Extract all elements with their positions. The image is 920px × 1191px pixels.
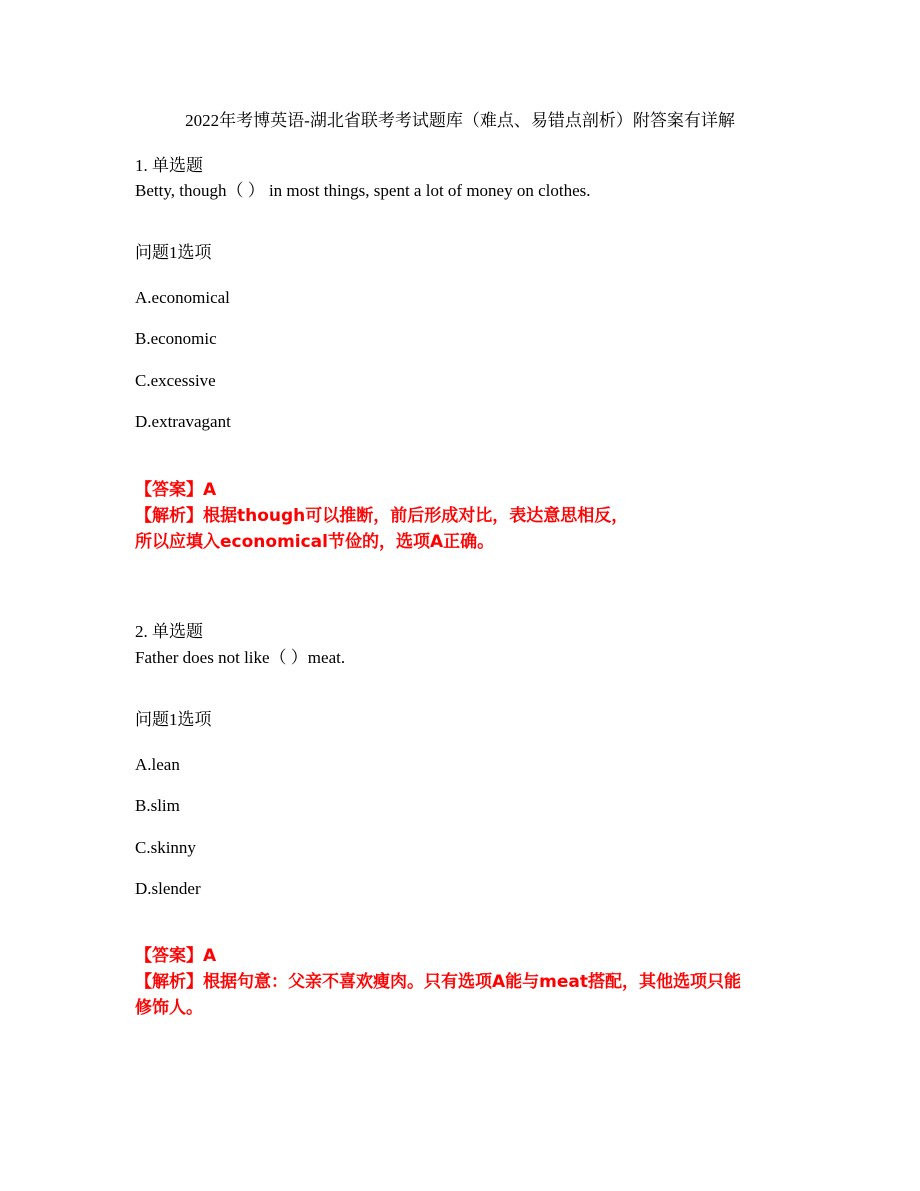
- question-2-answer: 【答案】A: [135, 946, 217, 966]
- question-1-answer: 【答案】A: [135, 480, 217, 500]
- question-1-stem: Betty, though（ ） in most things, spent a lot of money on clothes.: [135, 181, 591, 200]
- document-title: 2022年考博英语-湖北省联考考试题库（难点、易错点剖析）附答案有详解: [185, 111, 735, 130]
- question-2-options-label: 问题1选项: [135, 710, 212, 729]
- question-1-option-a: A.economical: [135, 288, 230, 307]
- question-1-option-b: B.economic: [135, 329, 217, 348]
- question-1-options-label: 问题1选项: [135, 243, 212, 262]
- question-1-option-c: C.excessive: [135, 371, 216, 390]
- question-2-option-a: A.lean: [135, 755, 180, 774]
- question-1-option-d: D.extravagant: [135, 412, 231, 431]
- question-2-heading: 2. 单选题: [135, 622, 203, 641]
- question-2-stem: Father does not like（ ）meat.: [135, 648, 346, 667]
- question-2-option-c: C.skinny: [135, 838, 196, 857]
- question-2-option-d: D.slender: [135, 879, 201, 898]
- question-1-explanation: 【解析】根据though可以推断，前后形成对比，表达意思相反， 所以应填入economical节俭的，选项A正确。: [135, 506, 629, 552]
- question-2-explanation: 【解析】根据句意：父亲不喜欢瘦肉。只有选项A能与meat搭配，其他选项只能 修饰人。: [135, 972, 741, 1018]
- question-1-heading: 1. 单选题: [135, 156, 203, 175]
- question-2-option-b: B.slim: [135, 796, 180, 815]
